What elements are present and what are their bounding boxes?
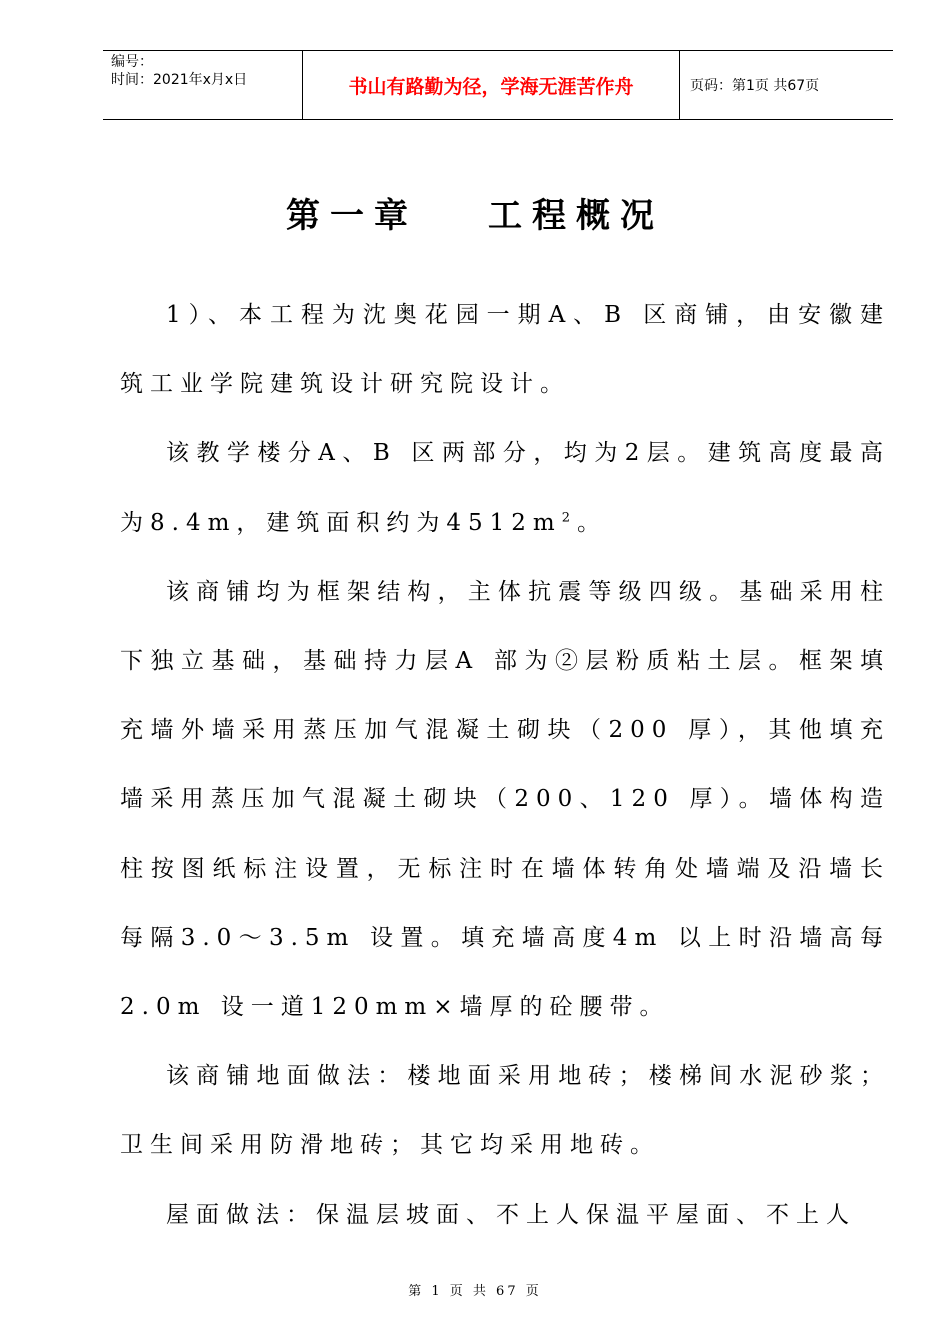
- chapter-number: 第一章: [286, 196, 418, 236]
- page-header: [103, 50, 893, 120]
- chapter-name: 工程概况: [488, 196, 664, 236]
- doc-number-label: 编号：: [111, 54, 153, 70]
- header-page-info: 页码：第1页 共67页: [690, 78, 820, 94]
- paragraph-3: 该商铺均为框架结构，主体抗震等级四级。基础采用柱下独立基础，基础持力层A 部为②层粉质粘土层。框架填充墙外墙采用蒸压加气混凝土砌块（200 厚），其他填充墙采用蒸压加气混凝土砌块（200、120 厚）。墙体构造柱按图纸标注设置，无标注时在墙体转角处墙端及沿墙长每隔3.0～3.5m 设置。填充墙高度4m 以上时沿墙高每2.0m 设一道120mm×墙厚的砼腰带。: [120, 578, 890, 1021]
- paragraph-1: 1）、本工程为沈奥花园一期A、B 区商铺，由安徽建筑工业学院建筑设计研究院设计。: [120, 302, 890, 398]
- document-body: [120, 281, 890, 1250]
- paragraph-2-end: 。: [577, 509, 608, 536]
- chapter-title: [0, 188, 950, 237]
- paragraph-5: 屋面做法：保温层坡面、不上人保温平屋面、不上人: [166, 1201, 856, 1228]
- page-footer: 第 1 页 共 67 页: [408, 1284, 542, 1299]
- paragraph-2: [120, 419, 890, 557]
- area-superscript: 2: [561, 509, 578, 525]
- header-meta: [103, 51, 303, 119]
- paragraph-2-text: 该教学楼分A、B 区两部分，均为2层。建筑高度最高为8.4m，建筑面积约为4512m: [120, 440, 890, 536]
- header-motto: 书山有路勤为径，学海无涯苦作舟: [303, 51, 680, 119]
- doc-time-label: 时间：2021年x月x日: [111, 72, 248, 88]
- paragraph-4: 该商铺地面做法：楼地面采用地砖；楼梯间水泥砂浆；卫生间采用防滑地砖；其它均采用地砖。: [120, 1063, 890, 1159]
